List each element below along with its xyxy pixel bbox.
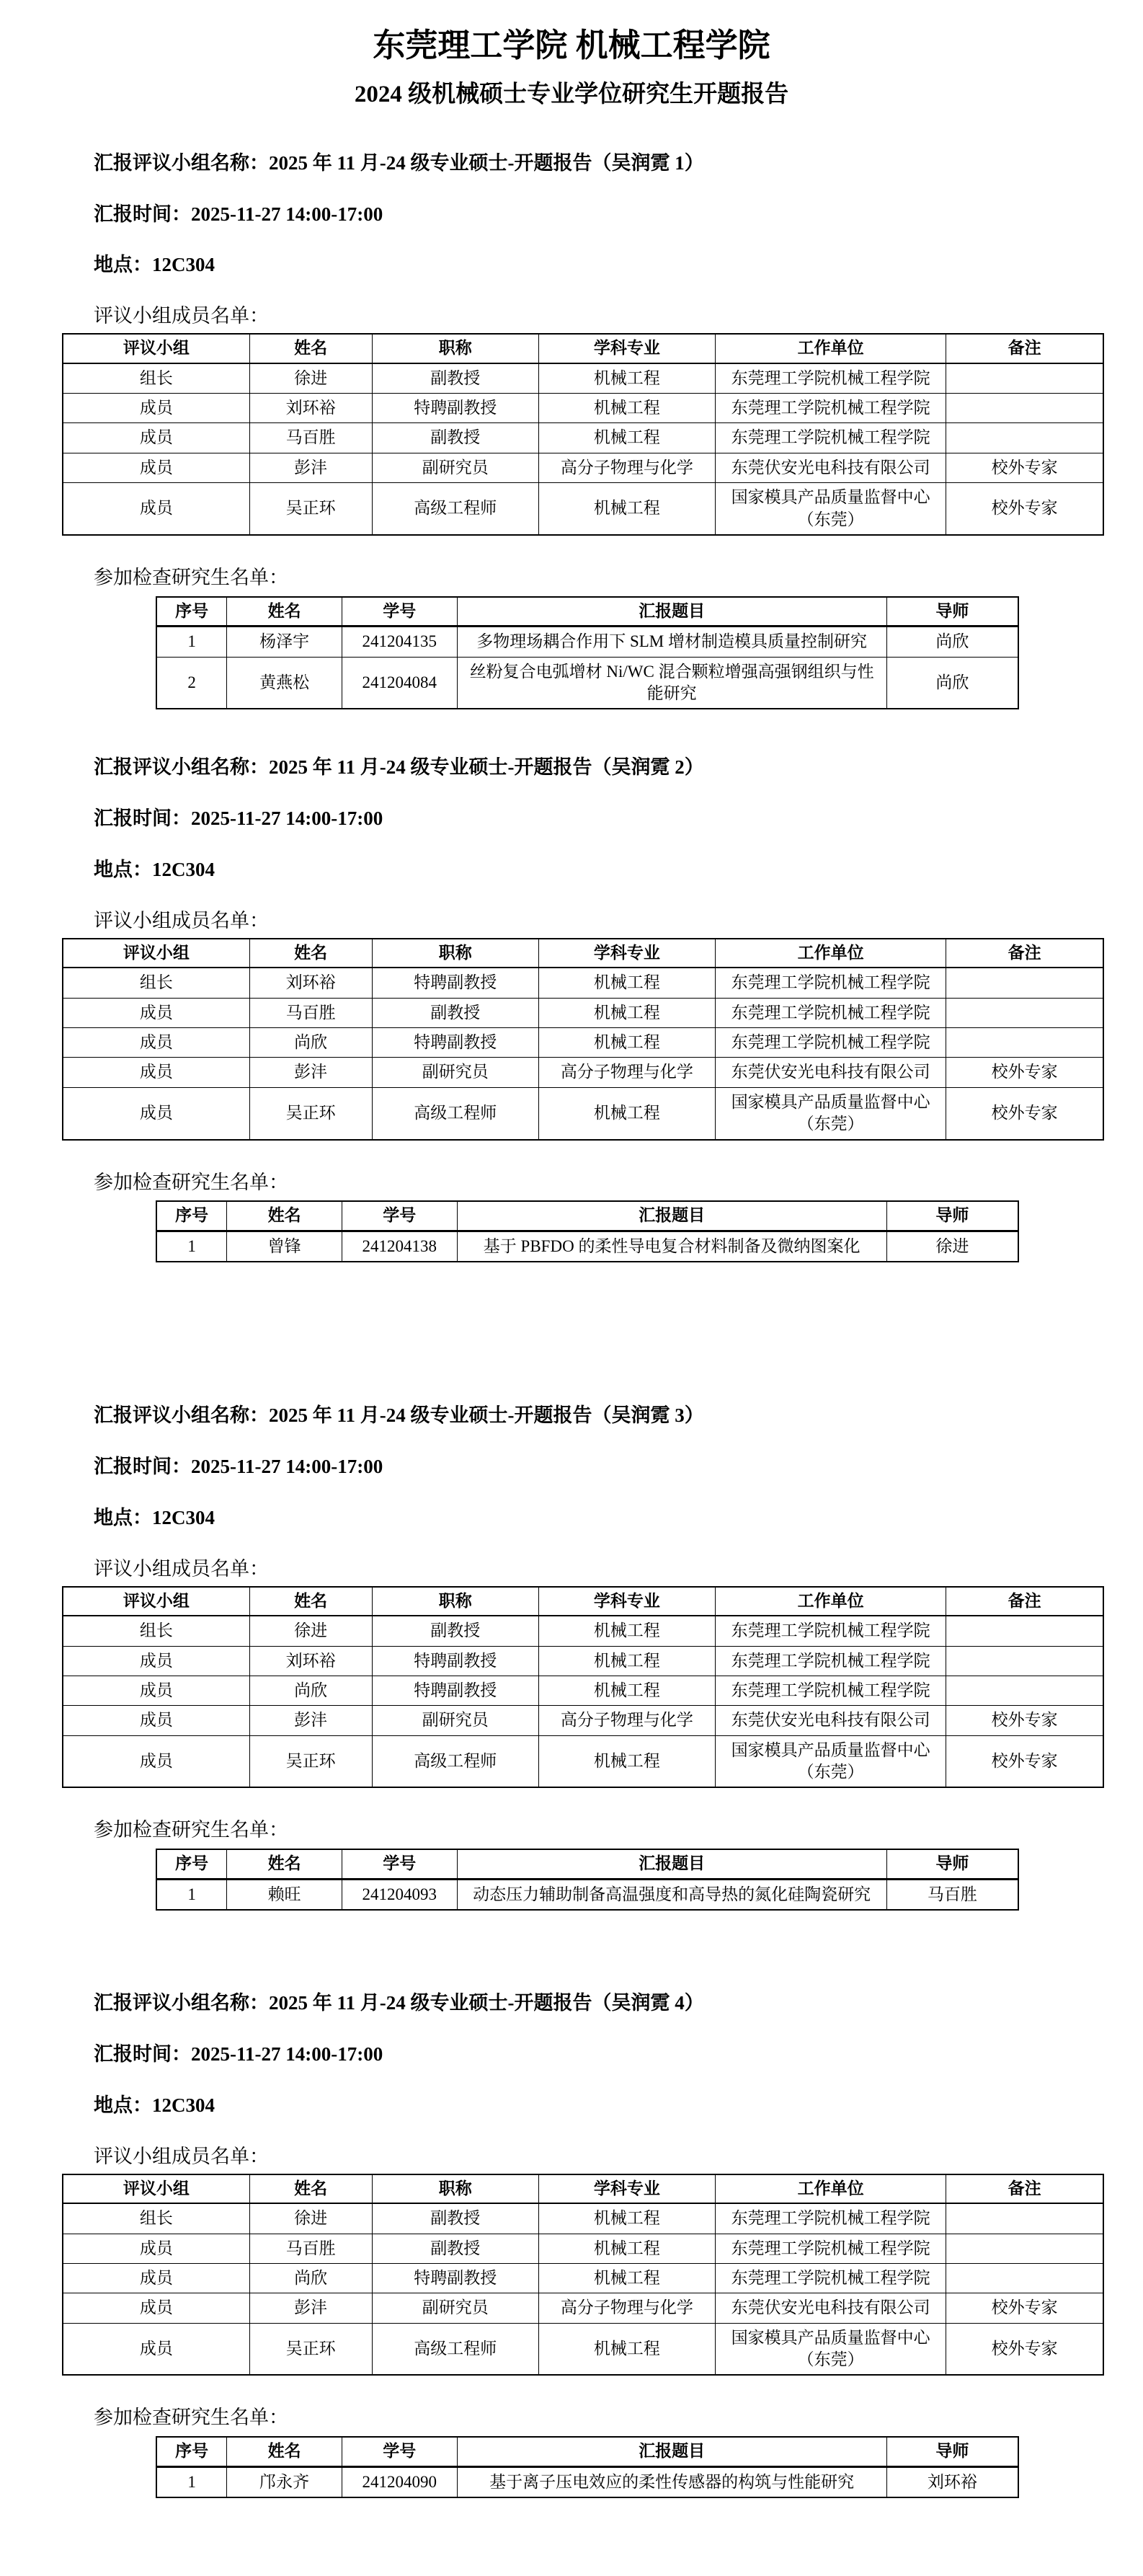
committee-cell: 成员: [63, 453, 249, 482]
committee-cell: 特聘副教授: [372, 968, 538, 998]
student-cell: 杨泽宇: [227, 627, 342, 657]
committee-header-cell: 姓名: [249, 2174, 372, 2203]
committee-cell: 徐进: [249, 363, 372, 394]
student-table: [156, 1200, 1019, 1262]
committee-cell: 校外专家: [946, 1706, 1103, 1735]
student-header-cell: 导师: [886, 1849, 1018, 1879]
committee-cell: 彭沣: [249, 1058, 372, 1087]
committee-header-cell: 职称: [372, 1587, 538, 1616]
student-cell: 尚欣: [886, 627, 1018, 657]
committee-cell: 成员: [63, 1676, 249, 1705]
committee-header-row: [63, 334, 1103, 363]
student-header-cell: 姓名: [227, 1201, 342, 1231]
student-header-row: [156, 1201, 1018, 1231]
student-table: [156, 2436, 1019, 2498]
student-table: [156, 1849, 1019, 1911]
committee-header-cell: 职称: [372, 334, 538, 363]
committee-cell: 成员: [63, 483, 249, 535]
committee-cell: 特聘副教授: [372, 1028, 538, 1058]
committee-table-body: [63, 363, 1103, 535]
committee-row: [63, 453, 1103, 482]
doc-subtitle: 2024 级机械硕士专业学位研究生开题报告: [354, 81, 789, 107]
committee-cell: 东莞理工学院机械工程学院: [715, 1646, 946, 1676]
location-value: 12C304: [152, 2094, 215, 2116]
committee-cell: 副教授: [372, 998, 538, 1027]
group-name-line: [94, 756, 1143, 779]
student-table-head: [156, 1201, 1018, 1231]
committee-row: [63, 1735, 1103, 1787]
report-time-line: [94, 203, 1143, 226]
student-header-cell: 姓名: [227, 597, 342, 627]
report-section: [0, 1991, 1143, 2498]
committee-cell: 机械工程: [538, 1646, 715, 1676]
group-name-label: 汇报评议小组名称：: [94, 756, 269, 779]
committee-cell: 校外专家: [946, 453, 1103, 482]
report-section: [0, 1404, 1143, 1911]
report-time-line: [94, 1455, 1143, 1479]
committee-cell: 副教授: [372, 2203, 538, 2234]
location-line: [94, 1506, 1143, 1530]
committee-cell: 国家模具产品质量监督中心（东莞）: [715, 2323, 946, 2375]
group-name-line: [94, 1991, 1143, 2015]
committee-header-cell: 职称: [372, 2174, 538, 2203]
committee-cell: [946, 998, 1103, 1027]
report-time-value: 2025-11-27 14:00-17:00: [191, 1456, 383, 1478]
group-name-value: 2025 年 11 月-24 级专业硕士-开题报告（吴润霓 1）: [269, 151, 704, 174]
student-header-cell: 学号: [342, 597, 457, 627]
student-header-cell: 汇报题目: [457, 1849, 886, 1879]
committee-cell: 副研究员: [372, 453, 538, 482]
group-name-line: [94, 1404, 1143, 1428]
student-cell: 徐进: [886, 1231, 1018, 1262]
report-time-line: [94, 2042, 1143, 2066]
student-header-row: [156, 1849, 1018, 1879]
committee-cell: 马百胜: [249, 423, 372, 453]
committee-list-label: 评议小组成员名单：: [94, 305, 269, 327]
group-name-label: 汇报评议小组名称：: [94, 1404, 269, 1427]
student-header-cell: 序号: [156, 1201, 227, 1231]
committee-cell: 彭沣: [249, 453, 372, 482]
committee-header-cell: 姓名: [249, 334, 372, 363]
student-header-cell: 学号: [342, 1849, 457, 1879]
student-row: [156, 2466, 1018, 2497]
location-value: 12C304: [152, 859, 215, 881]
committee-cell: 成员: [63, 1646, 249, 1676]
committee-cell: 刘环裕: [249, 394, 372, 423]
student-cell: 赖旺: [227, 1879, 342, 1910]
committee-cell: [946, 423, 1103, 453]
committee-header-cell: 备注: [946, 334, 1103, 363]
committee-cell: 吴正环: [249, 483, 372, 535]
committee-cell: 成员: [63, 423, 249, 453]
student-header-cell: 姓名: [227, 2437, 342, 2466]
committee-header-cell: 工作单位: [715, 939, 946, 968]
committee-cell: 副教授: [372, 1616, 538, 1646]
student-cell: 丝粉复合电弧增材 Ni/WC 混合颗粒增强高强钢组织与性能研究: [457, 657, 886, 709]
committee-cell: 东莞伏安光电科技有限公司: [715, 2293, 946, 2323]
committee-cell: 国家模具产品质量监督中心（东莞）: [715, 483, 946, 535]
committee-table-head: [63, 1587, 1103, 1616]
student-cell: 马百胜: [886, 1879, 1018, 1910]
committee-list-label: 评议小组成员名单：: [94, 1557, 269, 1580]
committee-cell: 机械工程: [538, 2203, 715, 2234]
committee-cell: 特聘副教授: [372, 2263, 538, 2293]
report-time-line: [94, 807, 1143, 831]
committee-cell: [946, 363, 1103, 394]
committee-header-cell: 工作单位: [715, 334, 946, 363]
committee-cell: 机械工程: [538, 1028, 715, 1058]
committee-table-body: [63, 1616, 1103, 1787]
committee-header-cell: 职称: [372, 939, 538, 968]
committee-cell: 组长: [63, 1616, 249, 1646]
committee-cell: 副教授: [372, 2234, 538, 2263]
doc-title: 东莞理工学院 机械工程学院: [373, 27, 770, 63]
student-cell: 多物理场耦合作用下 SLM 增材制造模具质量控制研究: [457, 627, 886, 657]
committee-cell: 吴正环: [249, 1087, 372, 1139]
student-cell: 241204084: [342, 657, 457, 709]
student-cell: 基于离子压电效应的柔性传感器的构筑与性能研究: [457, 2466, 886, 2497]
committee-row: [63, 2293, 1103, 2323]
student-header-cell: 姓名: [227, 1849, 342, 1879]
committee-table-head: [63, 939, 1103, 968]
committee-cell: 东莞理工学院机械工程学院: [715, 2263, 946, 2293]
committee-cell: 高分子物理与化学: [538, 2293, 715, 2323]
committee-cell: 机械工程: [538, 1087, 715, 1139]
group-name-value: 2025 年 11 月-24 级专业硕士-开题报告（吴润霓 3）: [269, 1404, 704, 1427]
student-header-cell: 汇报题目: [457, 2437, 886, 2466]
committee-cell: 高分子物理与化学: [538, 1706, 715, 1735]
student-cell: 基于 PBFDO 的柔性导电复合材料制备及微纳图案化: [457, 1231, 886, 1262]
committee-cell: 高级工程师: [372, 1735, 538, 1787]
committee-header-cell: 姓名: [249, 1587, 372, 1616]
committee-cell: [946, 968, 1103, 998]
student-cell: 尚欣: [886, 657, 1018, 709]
committee-cell: 尚欣: [249, 2263, 372, 2293]
committee-row: [63, 1087, 1103, 1139]
student-list-label: 参加检查研究生名单：: [94, 566, 288, 588]
committee-header-cell: 备注: [946, 2174, 1103, 2203]
committee-cell: 机械工程: [538, 1676, 715, 1705]
committee-cell: 机械工程: [538, 363, 715, 394]
committee-cell: 徐进: [249, 1616, 372, 1646]
committee-cell: 副研究员: [372, 1706, 538, 1735]
committee-cell: 成员: [63, 394, 249, 423]
sections-container: [0, 151, 1143, 2498]
committee-cell: 刘环裕: [249, 968, 372, 998]
group-name-label: 汇报评议小组名称：: [94, 1992, 269, 2014]
committee-row: [63, 394, 1103, 423]
committee-cell: 刘环裕: [249, 1646, 372, 1676]
committee-cell: 徐进: [249, 2203, 372, 2234]
committee-table: [62, 2174, 1104, 2376]
committee-table-head: [63, 334, 1103, 363]
location-label: 地点：: [94, 2094, 152, 2116]
committee-row: [63, 2203, 1103, 2234]
committee-table: [62, 1586, 1104, 1789]
student-row: [156, 1879, 1018, 1910]
committee-row: [63, 1028, 1103, 1058]
committee-cell: 马百胜: [249, 2234, 372, 2263]
group-name-label: 汇报评议小组名称：: [94, 151, 269, 174]
committee-cell: 校外专家: [946, 483, 1103, 535]
committee-cell: 彭沣: [249, 2293, 372, 2323]
committee-cell: 尚欣: [249, 1028, 372, 1058]
student-header-row: [156, 2437, 1018, 2466]
committee-cell: 成员: [63, 1028, 249, 1058]
committee-row: [63, 998, 1103, 1027]
group-name-value: 2025 年 11 月-24 级专业硕士-开题报告（吴润霓 2）: [269, 756, 704, 779]
committee-cell: 机械工程: [538, 1616, 715, 1646]
committee-table-body: [63, 968, 1103, 1139]
committee-list-label: 评议小组成员名单：: [94, 2145, 269, 2167]
student-cell: 241204090: [342, 2466, 457, 2497]
committee-cell: 机械工程: [538, 483, 715, 535]
committee-row: [63, 1058, 1103, 1087]
location-value: 12C304: [152, 254, 215, 276]
student-header-cell: 汇报题目: [457, 597, 886, 627]
student-header-row: [156, 597, 1018, 627]
student-table-body: [156, 627, 1018, 709]
committee-row: [63, 483, 1103, 535]
committee-cell: 机械工程: [538, 394, 715, 423]
location-label: 地点：: [94, 1507, 152, 1529]
report-section: [0, 151, 1143, 710]
student-cell: 曾锋: [227, 1231, 342, 1262]
group-name-value: 2025 年 11 月-24 级专业硕士-开题报告（吴润霓 4）: [269, 1992, 704, 2014]
committee-cell: 高级工程师: [372, 1087, 538, 1139]
committee-cell: 校外专家: [946, 1735, 1103, 1787]
student-list-label: 参加检查研究生名单：: [94, 1171, 288, 1193]
committee-cell: [946, 2203, 1103, 2234]
committee-cell: 成员: [63, 1735, 249, 1787]
student-list-label: 参加检查研究生名单：: [94, 2407, 288, 2429]
committee-row: [63, 1676, 1103, 1705]
committee-cell: 高级工程师: [372, 483, 538, 535]
committee-header-cell: 工作单位: [715, 1587, 946, 1616]
student-row: [156, 627, 1018, 657]
report-time-label: 汇报时间：: [94, 1456, 191, 1478]
committee-cell: 东莞理工学院机械工程学院: [715, 1028, 946, 1058]
committee-cell: 东莞伏安光电科技有限公司: [715, 1706, 946, 1735]
committee-cell: 特聘副教授: [372, 1676, 538, 1705]
committee-cell: 校外专家: [946, 2293, 1103, 2323]
committee-cell: 组长: [63, 363, 249, 394]
committee-cell: 成员: [63, 2263, 249, 2293]
committee-cell: 东莞伏安光电科技有限公司: [715, 1058, 946, 1087]
committee-header-cell: 备注: [946, 1587, 1103, 1616]
committee-table: [62, 938, 1104, 1141]
committee-cell: 机械工程: [538, 423, 715, 453]
committee-header-cell: 备注: [946, 939, 1103, 968]
report-time-label: 汇报时间：: [94, 807, 191, 830]
student-header-cell: 导师: [886, 1201, 1018, 1231]
committee-cell: 机械工程: [538, 2263, 715, 2293]
committee-cell: 特聘副教授: [372, 394, 538, 423]
committee-header-cell: 工作单位: [715, 2174, 946, 2203]
committee-cell: 东莞理工学院机械工程学院: [715, 394, 946, 423]
group-name-line: [94, 151, 1143, 175]
committee-row: [63, 2323, 1103, 2375]
committee-cell: 副教授: [372, 423, 538, 453]
committee-cell: 机械工程: [538, 1735, 715, 1787]
committee-cell: 机械工程: [538, 968, 715, 998]
committee-cell: 副研究员: [372, 2293, 538, 2323]
report-time-value: 2025-11-27 14:00-17:00: [191, 807, 383, 830]
committee-list-label: 评议小组成员名单：: [94, 910, 269, 932]
committee-cell: [946, 1616, 1103, 1646]
committee-cell: 副研究员: [372, 1058, 538, 1087]
student-header-cell: 导师: [886, 597, 1018, 627]
student-list-label: 参加检查研究生名单：: [94, 1819, 288, 1841]
committee-table-body: [63, 2203, 1103, 2375]
student-cell: 黄燕松: [227, 657, 342, 709]
committee-cell: 东莞理工学院机械工程学院: [715, 998, 946, 1027]
committee-header-row: [63, 939, 1103, 968]
report-section: [0, 756, 1143, 1262]
student-cell: 邝永齐: [227, 2466, 342, 2497]
student-cell: 1: [156, 1231, 227, 1262]
committee-header-cell: 评议小组: [63, 939, 249, 968]
committee-cell: 副教授: [372, 363, 538, 394]
location-value: 12C304: [152, 1507, 215, 1529]
committee-row: [63, 2263, 1103, 2293]
report-time-label: 汇报时间：: [94, 2043, 191, 2066]
committee-cell: 东莞理工学院机械工程学院: [715, 1616, 946, 1646]
committee-cell: 高分子物理与化学: [538, 1058, 715, 1087]
student-cell: 241204093: [342, 1879, 457, 1910]
student-row: [156, 1231, 1018, 1262]
report-time-value: 2025-11-27 14:00-17:00: [191, 203, 383, 225]
committee-cell: 校外专家: [946, 2323, 1103, 2375]
student-header-cell: 序号: [156, 597, 227, 627]
committee-cell: 机械工程: [538, 2234, 715, 2263]
committee-cell: 东莞伏安光电科技有限公司: [715, 453, 946, 482]
committee-header-cell: 学科专业: [538, 939, 715, 968]
committee-cell: 东莞理工学院机械工程学院: [715, 2234, 946, 2263]
student-header-cell: 学号: [342, 2437, 457, 2466]
committee-cell: 校外专家: [946, 1058, 1103, 1087]
committee-cell: 东莞理工学院机械工程学院: [715, 968, 946, 998]
student-cell: 1: [156, 1879, 227, 1910]
student-table-head: [156, 1849, 1018, 1879]
committee-cell: [946, 1676, 1103, 1705]
location-line: [94, 253, 1143, 277]
committee-cell: 东莞理工学院机械工程学院: [715, 2203, 946, 2234]
student-table-head: [156, 2437, 1018, 2466]
committee-cell: 成员: [63, 2293, 249, 2323]
student-table: [156, 596, 1019, 709]
student-cell: 1: [156, 2466, 227, 2497]
committee-header-cell: 评议小组: [63, 2174, 249, 2203]
committee-cell: 吴正环: [249, 1735, 372, 1787]
committee-row: [63, 1646, 1103, 1676]
committee-cell: 马百胜: [249, 998, 372, 1027]
committee-cell: [946, 1028, 1103, 1058]
report-time-value: 2025-11-27 14:00-17:00: [191, 2043, 383, 2066]
location-label: 地点：: [94, 859, 152, 881]
student-table-body: [156, 2466, 1018, 2497]
committee-cell: 机械工程: [538, 2323, 715, 2375]
student-row: [156, 657, 1018, 709]
committee-cell: 吴正环: [249, 2323, 372, 2375]
committee-cell: 校外专家: [946, 1087, 1103, 1139]
committee-cell: 成员: [63, 1058, 249, 1087]
committee-table: [62, 333, 1104, 536]
student-cell: 1: [156, 627, 227, 657]
student-table-head: [156, 597, 1018, 627]
committee-header-row: [63, 2174, 1103, 2203]
committee-cell: 成员: [63, 998, 249, 1027]
committee-cell: 东莞理工学院机械工程学院: [715, 363, 946, 394]
student-header-cell: 导师: [886, 2437, 1018, 2466]
student-header-cell: 学号: [342, 1201, 457, 1231]
committee-header-cell: 学科专业: [538, 1587, 715, 1616]
committee-cell: 机械工程: [538, 998, 715, 1027]
student-cell: 241204135: [342, 627, 457, 657]
committee-cell: 国家模具产品质量监督中心（东莞）: [715, 1735, 946, 1787]
committee-cell: 组长: [63, 2203, 249, 2234]
student-cell: 刘环裕: [886, 2466, 1018, 2497]
student-header-cell: 序号: [156, 2437, 227, 2466]
committee-cell: 成员: [63, 2234, 249, 2263]
location-line: [94, 2094, 1143, 2117]
report-time-label: 汇报时间：: [94, 203, 191, 225]
committee-cell: 彭沣: [249, 1706, 372, 1735]
committee-cell: 特聘副教授: [372, 1646, 538, 1676]
committee-row: [63, 363, 1103, 394]
location-label: 地点：: [94, 254, 152, 276]
committee-cell: [946, 394, 1103, 423]
committee-row: [63, 1706, 1103, 1735]
committee-cell: 组长: [63, 968, 249, 998]
student-table-body: [156, 1231, 1018, 1262]
committee-table-head: [63, 2174, 1103, 2203]
committee-header-cell: 学科专业: [538, 334, 715, 363]
location-line: [94, 858, 1143, 882]
student-header-cell: 汇报题目: [457, 1201, 886, 1231]
committee-cell: 国家模具产品质量监督中心（东莞）: [715, 1087, 946, 1139]
committee-cell: 东莞理工学院机械工程学院: [715, 423, 946, 453]
student-cell: 2: [156, 657, 227, 709]
committee-cell: 东莞理工学院机械工程学院: [715, 1676, 946, 1705]
committee-cell: 高分子物理与化学: [538, 453, 715, 482]
committee-cell: [946, 2234, 1103, 2263]
committee-row: [63, 2234, 1103, 2263]
committee-cell: 尚欣: [249, 1676, 372, 1705]
student-table-body: [156, 1879, 1018, 1910]
committee-header-cell: 姓名: [249, 939, 372, 968]
committee-header-cell: 评议小组: [63, 1587, 249, 1616]
committee-row: [63, 423, 1103, 453]
committee-cell: 成员: [63, 2323, 249, 2375]
committee-header-row: [63, 1587, 1103, 1616]
student-cell: 241204138: [342, 1231, 457, 1262]
committee-cell: [946, 1646, 1103, 1676]
committee-header-cell: 评议小组: [63, 334, 249, 363]
committee-cell: 成员: [63, 1706, 249, 1735]
committee-header-cell: 学科专业: [538, 2174, 715, 2203]
committee-row: [63, 968, 1103, 998]
student-header-cell: 序号: [156, 1849, 227, 1879]
student-cell: 动态压力辅助制备高温强度和高导热的氮化硅陶瓷研究: [457, 1879, 886, 1910]
committee-row: [63, 1616, 1103, 1646]
committee-cell: [946, 2263, 1103, 2293]
committee-cell: 高级工程师: [372, 2323, 538, 2375]
committee-cell: 成员: [63, 1087, 249, 1139]
